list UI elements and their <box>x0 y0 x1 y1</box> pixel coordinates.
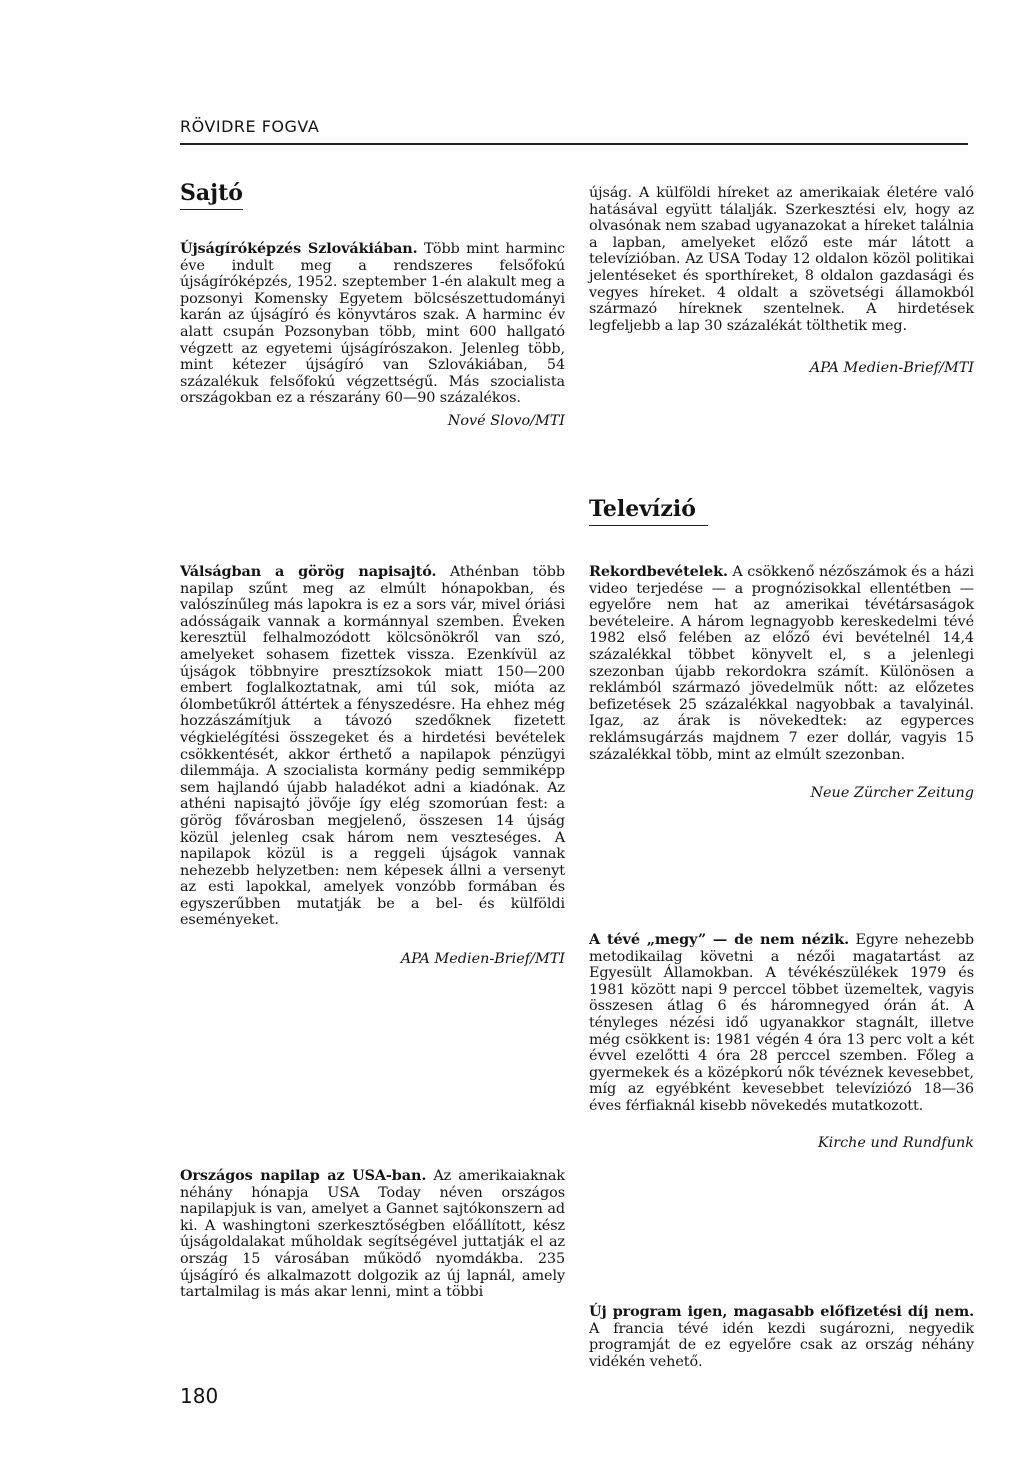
page-number: 180 <box>180 1384 219 1408</box>
article-text <box>589 932 974 1115</box>
article-uj-program <box>589 1304 974 1370</box>
article-rekordbevetelek <box>589 564 974 801</box>
article-lead: Új program igen, magasabb előfizetési díj nem. <box>589 1303 974 1320</box>
article-body: A csökkenő nézőszámok és a házi video terjedése — a prognózisokkal ellentétben — egyelőre nem hat az amerikai tévétársaságok bevételeire. A három legnagyobb kereskedelmi tévé 1982 első felében az előző évi bevételnél 14,4 százalékkal többet könyvelt el, s a jelenlegi szezonban újabb rekordokra számít. Különösen a reklámból származó jövedelmük nőtt: az előzetes befizetések 25 százalékkal nagyobbak a tavalyinál. Igaz, az árak is növekedtek: az egyperces reklámsugárzás majdnem 7 ezer dollár, vagyis 15 százalékkal több, mint az elmúlt szezonban. <box>589 564 974 763</box>
article-usa-today-continued <box>589 185 974 376</box>
article-text: újság. A külföldi híreket az amerikaiak életére való hatásával együtt tálalják. Szerkesztési elv, hogy az olvasónak nem szabad ugyanazokat a híreket találnia a lapban, amelyeket előző este már látott a televízióban. Az USA Today 12 oldalon közöl politikai jelentéseket és sporthíreket, 8 oldalon gazdasági és vegyes híreket. 4 oldalt a szövetségi államokból származó híreknek szentelnek. A hirdetések legfeljebb a lap 30 százalékát tölthetik meg. <box>589 185 974 334</box>
article-source: Neue Zürcher Zeitung <box>810 785 974 802</box>
article-body: Egyre nehezebb metodikailag követni a nézői magatartást az Egyesült Államokban. A tévékészülékek 1979 és 1981 között napi 9 perccel többet üzemeltek, vagyis összesen átlag 6 és háromnegyed órán át. A tényleges nézési idő ugyanakkor stagnált, illetve még csökkent is: 1981 végén 4 óra 13 perc volt a két évvel ezelőtti 4 óra 28 perccel szemben. Főleg a gyermekek és a középkorú nők tévéznek kevesebbet, míg az egyébként kevesebbet televíziózó 18—36 éves férfiaknál kisebb növekedés mutatkozott. <box>589 932 975 1114</box>
article-source: Kirche und Rundfunk <box>817 1134 974 1151</box>
article-body: Több mint harminc éve indult meg a rendszeres felsőfokú újságíróképzés, 1952. szeptember 1-én alakult meg a pozsonyi Komensky Egyetem bölcsészettudományi karán az újságíró és könyvtáros szak. A harminc év alatt csupán Pozsonyban több, mint 600 hallgató végzett az egyetemi újságírószakon. Jelenleg több, mint kétezer újságíró van Szlovákiában, 54 százalékuk felsőfokú végzettségű. Más szocialista országokban ez a részarány 60—90 százalékos. <box>180 241 565 407</box>
article-source: APA Medien-Brief/MTI <box>400 951 565 968</box>
section-title-rule <box>180 209 243 210</box>
article-text <box>180 1168 565 1301</box>
header-rule <box>180 143 968 145</box>
article-lead: Országos napilap az USA-ban. <box>180 1167 427 1184</box>
section-title-rule <box>589 525 708 526</box>
article-body: Az amerikaiaknak néhány hónapja USA Today néven országos napilapjuk is van, amelyet a Gannet sajtókonszern ad ki. A washingtoni szerkesztőségben előállított, kész újságoldalakat műholdak segítségével juttatják el az ország 15 városában működő nyomdákba. 235 újságíró és alkalmazott dolgozik az új lapnál, amely tartalmilag is más akar lenni, mint a többi <box>180 1168 565 1301</box>
section-heading-sajto <box>180 180 565 210</box>
article-body: Athénban több napilap szűnt meg az elmúlt hónapokban, és valószínűleg más lapokra is ez a sors vár, mivel óriási adósságaik vannak a kormánnyal szemben. Éveken keresztül felhalmozódott kölcsönökről van szó, amelyeket sohasem fizettek vissza. Ezenkívül az újságok többnyire presztízsokok miatt 150—200 embert foglalkoztatnak, ami túl sok, mióta az ólombetűkről áttértek a fényszedésre. Ha ehhez még hozzászámítjuk a távozó szedőknek fizetett végkielégítési összegeket és a hirdetési bevételek csökkentését, akkor érthető a napilapok pénzügyi dilemmája. A szocialista kormány pedig semmiképp sem hajlandó újabb haladékot adni a kiadónak. Az athéni napisajtó jövője így elég szomorúan fest: a görög fővárosban megjelenő, összesen 14 újság közül jelenleg csak három nem veszteséges. A napilapok közül is a reggeli újságok vannak nehezebb helyzetben: nem képesek állni a versenyt az esti lapokkal, amelyek vonzóbb formában és egyszerűbben mutatják be a bel- és külföldi eseményeket. <box>180 564 565 929</box>
running-head: RÖVIDRE FOGVA <box>180 117 320 136</box>
section-heading-televizio <box>589 496 974 526</box>
article-source: Nové Slovo/MTI <box>447 412 565 429</box>
section-title-televizio: Televízió <box>589 496 696 522</box>
article-teve-megy <box>589 932 974 1151</box>
article-source: APA Medien-Brief/MTI <box>809 360 974 377</box>
article-lead: Újságíróképzés Szlovákiában. <box>180 240 418 257</box>
section-title-sajto: Sajtó <box>180 180 243 206</box>
article-text <box>180 241 565 407</box>
article-ujsagirokepzes <box>180 241 565 429</box>
article-lead: Rekordbevételek. <box>589 563 728 580</box>
article-text <box>589 564 974 763</box>
article-usa-today <box>180 1168 565 1301</box>
article-text <box>180 564 565 929</box>
article-lead: Válságban a görög napisajtó. <box>180 563 437 580</box>
article-body: A francia tévé idén kezdi sugározni, negyedik programját de ez egyelőre csak az ország néhány vidékén vehető. <box>589 1320 974 1370</box>
article-text <box>589 1304 974 1370</box>
article-lead: A tévé „megy” — de nem nézik. <box>589 931 850 948</box>
article-gorog-napisajto <box>180 564 565 967</box>
